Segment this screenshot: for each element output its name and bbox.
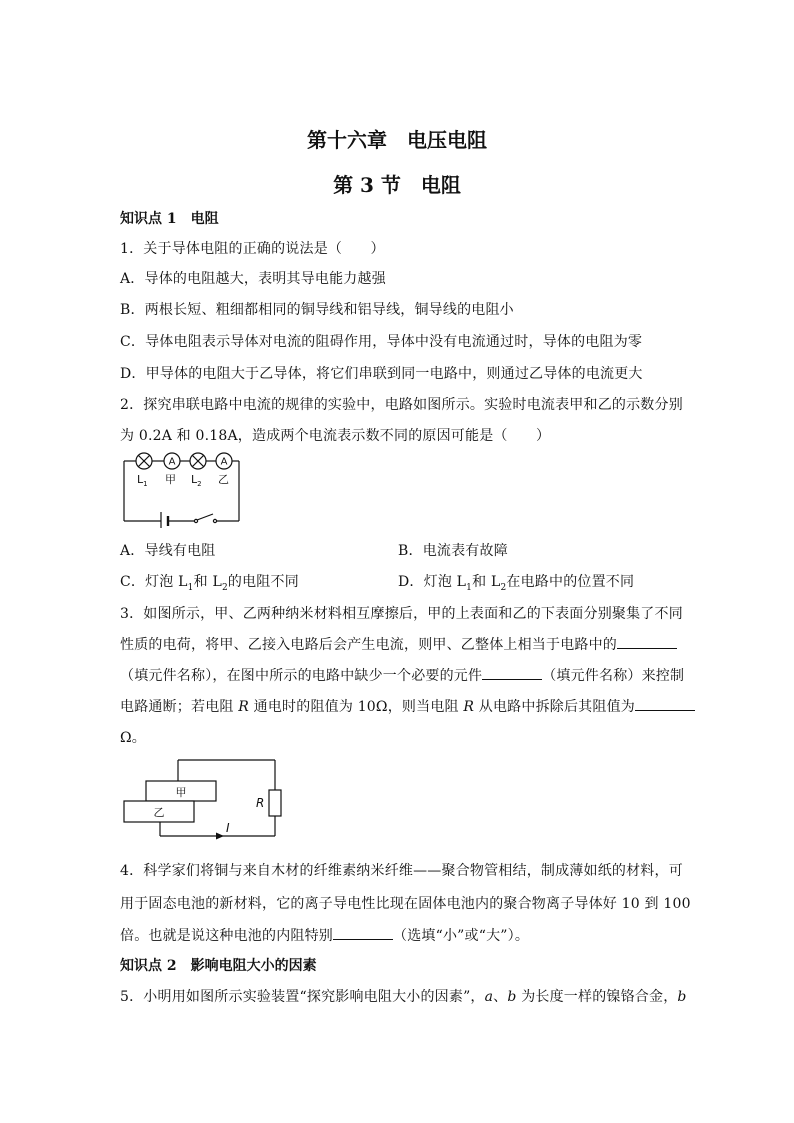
label-yi: 乙	[218, 473, 229, 486]
ammeter-icon	[164, 453, 180, 469]
resistor-icon	[269, 790, 281, 816]
q2-option-d: D．灯泡 $L_1$和 $L_2$在电路中的位置不同	[398, 574, 635, 593]
q1-option-a: A．导体的电阻越大，表明其导电能力越强	[120, 271, 386, 287]
section-title: 第 3 节 电阻	[333, 173, 461, 197]
svg-text:A: A	[168, 456, 176, 468]
q4-line1: 4．科学家们将铜与来自木材的纤维素纳米纤维——聚合物管相结，制成薄如纸的材料，可	[120, 863, 683, 879]
ammeter-icon	[216, 453, 232, 469]
svg-text:A: A	[220, 456, 228, 468]
switch-icon	[194, 514, 216, 523]
q2-option-c: C．灯泡 $L_1$和 $L_2$的电阻不同	[120, 574, 299, 593]
label-l2: $L_2$	[191, 473, 202, 488]
knowledge-point-2-heading: 知识点 2 影响电阻大小的因素	[120, 958, 317, 974]
q5-line1: 5．小明用如图所示实验装置“探究影响电阻大小的因素”，a、b 为长度一样的镍铬合金，b	[120, 989, 687, 1005]
knowledge-point-1-heading: 知识点 1 电阻	[120, 211, 219, 227]
label-jia: 甲	[165, 473, 176, 486]
label-jia: 甲	[175, 786, 187, 799]
q3-line1: 3．如图所示，甲、乙两种纳米材料相互摩擦后，甲的上表面和乙的下表面分别聚集了不同	[120, 606, 683, 622]
battery-icon	[161, 512, 168, 528]
q3-line3: （填元件名称），在图中所示的电路中缺少一个必要的元件 （填元件名称）来控制	[120, 668, 685, 684]
answer-blank	[333, 927, 393, 940]
answer-blank	[482, 667, 542, 680]
label-current: I	[226, 821, 230, 835]
q2-stem-line1: 2．探究串联电路中电流的规律的实验中，电路如图所示。实验时电流表甲和乙的示数分别	[120, 397, 683, 413]
q1-option-c: C．导体电阻表示导体对电流的阻碍作用，导体中没有电流通过时，导体的电阻为零	[120, 334, 643, 350]
answer-blank	[635, 698, 695, 711]
q2-option-a: A．导线有电阻	[120, 543, 216, 559]
chapter-title: 第十六章 电压电阻	[307, 128, 487, 152]
label-l1: $L_1$	[137, 473, 148, 488]
q3-line2: 性质的电荷，将甲、乙接入电路后会产生电流，则甲、乙整体上相当于电路中的	[120, 634, 677, 654]
lamp-icon	[136, 453, 152, 469]
arrow-right-icon	[216, 833, 224, 840]
q2-option-b: B．电流表有故障	[398, 543, 508, 559]
q1-option-b: B．两根长短、粗细都相同的铜导线和铝导线，铜导线的电阻小	[120, 302, 514, 318]
label-r: R	[256, 796, 265, 810]
series-circuit-figure	[118, 448, 248, 528]
q4-line2: 用于固态电池的新材料，它的离子导电性比现在固体电池内的聚合物离子导体好 10 到 100	[120, 896, 691, 912]
q1-option-d: D．甲导体的电阻大于乙导体，将它们串联到同一电路中，则通过乙导体的电流更大	[120, 366, 643, 382]
lamp-icon	[190, 453, 206, 469]
q3-line4: 电路通断；若电阻 R 通电时的阻值为 10Ω，则当电阻 R 从电路中拆除后其阻值为	[120, 696, 695, 716]
q1-stem: 1．关于导体电阻的正确的说法是（ ）	[120, 241, 385, 257]
q3-line5: Ω。	[120, 730, 147, 746]
nanomaterial-circuit-figure	[120, 756, 285, 846]
q4-line3: 倍。也就是说这种电池的内阻特别 （选填“小”或“大”）。	[120, 928, 530, 944]
label-yi: 乙	[153, 806, 165, 819]
q2-stem-line2: 为 0.2A 和 0.18A，造成两个电流表示数不同的原因可能是（ ）	[120, 428, 551, 444]
answer-blank	[617, 636, 677, 649]
